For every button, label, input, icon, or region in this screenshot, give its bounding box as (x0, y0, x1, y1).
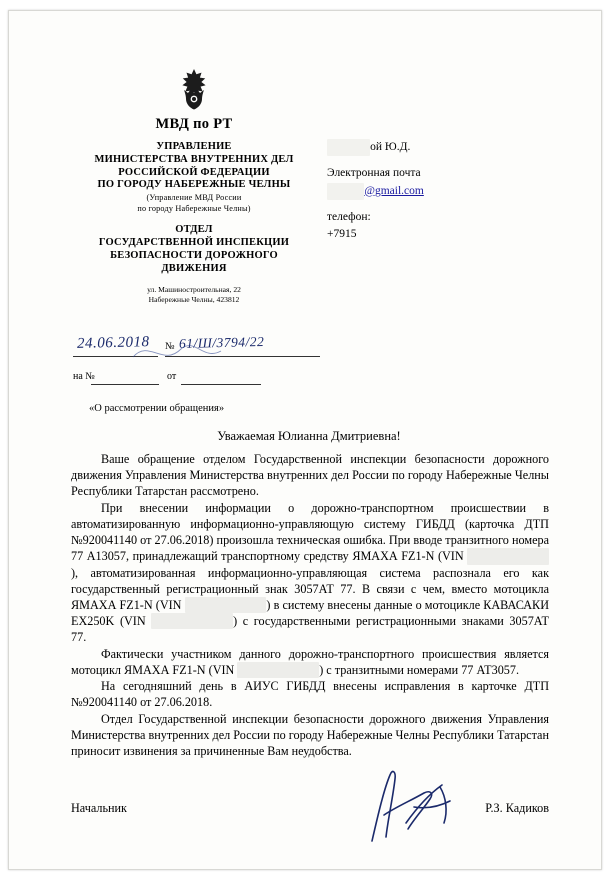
org-paren-line-1: (Управление МВД России (146, 193, 242, 203)
registration-number-handwritten: 61/Ш/3794/22 (178, 333, 265, 352)
reply-date-label: от (167, 371, 177, 382)
addressee-block (327, 139, 567, 243)
letter-body (71, 451, 549, 759)
reply-date-rule (181, 384, 261, 385)
reply-to-label: на № (73, 371, 95, 382)
org-line-1: УПРАВЛЕНИЕ (156, 141, 232, 152)
signer-name: Р.З. Кадиков (485, 801, 549, 815)
body-paragraph: Ваше обращение отделом Государственной инспекции безопасности дорожного движения Управления Министерства внутренних дел России по городу Набережные Челны Республики Татарстан рассмотрено. (71, 452, 549, 499)
registration-date-handwritten: 24.06.2018 (76, 334, 150, 352)
signer-position: Начальник (71, 801, 127, 815)
dept-line-1: ОТДЕЛ (175, 223, 213, 235)
org-paren-line-2: по городу Набережные Челны) (137, 204, 251, 214)
addressee-name-line (327, 139, 567, 156)
letterhead (69, 66, 319, 305)
mvd-emblem-icon (171, 66, 217, 112)
body-paragraph: На сегодняшний день в АИУС ГИБДД внесены исправления в карточке ДТП №920041140 от 27.06.2018. (71, 679, 549, 710)
scanned-letter (8, 10, 602, 870)
org-line-2: МИНИСТЕРСТВА ВНУТРЕННИХ ДЕЛ (94, 153, 294, 165)
ministry-short-title: МВД по РТ (155, 116, 233, 132)
org-line-3: РОССИЙСКОЙ ФЕДЕРАЦИИ (118, 166, 270, 178)
dept-line-3: БЕЗОПАСНОСТИ ДОРОЖНОГО (110, 250, 278, 262)
addressee-name-visible: ой Ю.Д. (370, 141, 411, 153)
department-block (69, 223, 319, 276)
vin-redaction (185, 597, 267, 613)
addressee-name-redaction (327, 139, 370, 156)
dept-line-4: ДВИЖЕНИЯ (161, 263, 227, 275)
email-label: Электронная почта (327, 167, 421, 180)
registration-number (179, 335, 264, 351)
vin-redaction (237, 662, 319, 678)
vin-redaction (151, 613, 233, 629)
greeting-line: Уважаемая Юлианна Дмитриевна! (217, 429, 401, 443)
address-line-2: Набережные Челны, 423812 (148, 295, 240, 305)
reply-to-rule (91, 384, 159, 385)
address-line-1: ул. Машиностроительная, 22 (147, 285, 241, 295)
phone-value: +7915 (327, 228, 357, 240)
signature-row (71, 801, 549, 816)
email-value-line (327, 183, 567, 200)
vin-redaction (467, 548, 549, 564)
registration-date-rule (73, 356, 158, 357)
email-visible: @gmail.com (364, 184, 424, 197)
body-paragraph: Отдел Государственной инспекции безопасности дорожного движения Управления Министерства внутренних дел России по городу Набережные Челны Республики Татарстан приносит извинения за причиненные Вам неудобства. (71, 711, 549, 758)
registration-date (77, 335, 150, 352)
dept-line-2: ГОСУДАРСТВЕННОЙ ИНСПЕКЦИИ (98, 237, 290, 248)
body-paragraph: Фактически участником данного дорожно-транспортного происшествия является мотоцикл ЯМАХА FZ1-N (VIN ) с транзитными номерами 77 АТ3057. (71, 646, 549, 677)
letterhead-address (69, 285, 319, 305)
organization-block (69, 141, 319, 214)
registration-number-rule (165, 356, 320, 357)
phone-label: телефон: (327, 210, 371, 223)
registration-number-label: № (165, 341, 175, 352)
body-paragraph: При внесении информации о дорожно-транспортном происшествии в автоматизированную информационно-управляющую систему ГИБДД (карточка ДТП №920041140 от 27.06.2018) произошла техническая ошибка. При вводе транзитного номера 77 А13057, принадлежащий транспортному средству ЯМАХА FZ1-N (VIN ), автоматизированная информационно-управляющая система распознала его как государственный регистрационный знак 3057АТ 77. В связи с чем, вместо мотоцикла ЯМАХА FZ1-N (VIN ) в систему внесены данные о мотоцикле КАВАСАКИ EX250K (VIN ) с государственными регистрационными знаками 3057АТ 77. (71, 500, 549, 645)
email-redaction (327, 183, 364, 200)
org-line-4: ПО ГОРОДУ НАБЕРЕЖНЫЕ ЧЕЛНЫ (97, 179, 291, 191)
subject-line: «О рассмотрении обращения» (89, 403, 225, 414)
